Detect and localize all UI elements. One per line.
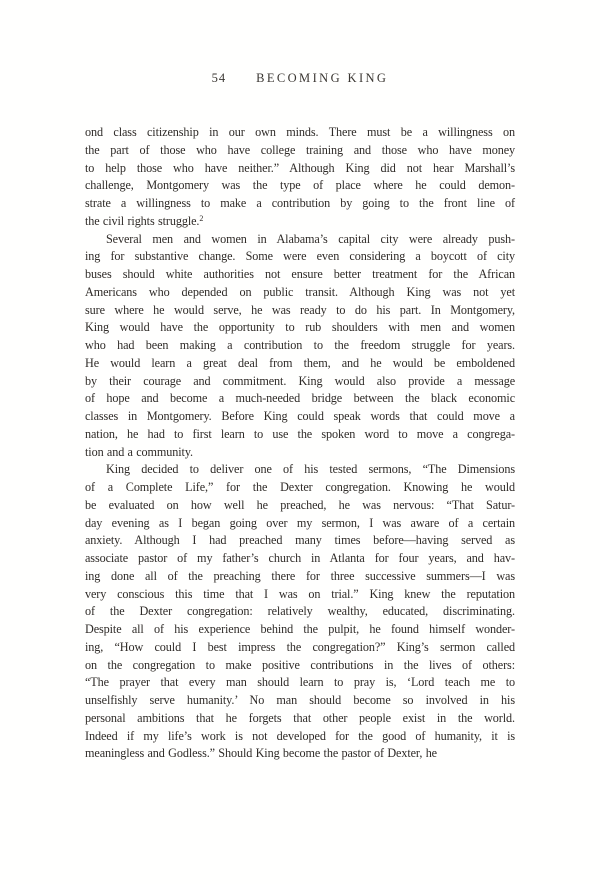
text-line: the civil rights struggle.$^2$ <box>85 213 204 228</box>
text-line: personal ambitions that he forgets that other people exist in the world. <box>85 710 515 725</box>
text-line: sure where he would serve, he was ready to do his part. In Montgomery, <box>85 302 515 317</box>
text-line: very conscious this time that I was on trial.” King knew the reputation <box>85 586 515 601</box>
text-line: buses should white authorities not ensure better treatment for the African <box>85 267 515 281</box>
text-line: ing done all of the preaching there for three successive summers—I was <box>85 568 515 583</box>
text-line: to help those who have neither.” Although King did not hear Marshall’s <box>85 160 515 175</box>
paragraph <box>85 124 515 231</box>
text-line: unselfishly serve humanity.’ No man should become so involved in his <box>85 693 515 707</box>
footnote-reference: 2 <box>199 213 204 223</box>
text-line: by their courage and commitment. King would also provide a message <box>85 373 515 388</box>
text-line: classes in Montgomery. Before King could speak words that could move a <box>85 409 515 423</box>
text-line: King would have the opportunity to rub shoulders with men and women <box>85 320 515 335</box>
page-number: 54 <box>211 71 227 85</box>
text-line: strate a willingness to make a contribution by going to the front line of <box>85 196 515 210</box>
text-line: day evening as I began going over my sermon, I was aware of a certain <box>85 515 515 530</box>
text-line: tion and a community. <box>85 444 193 459</box>
running-title: BECOMING KING <box>256 71 389 85</box>
page-header <box>0 71 600 86</box>
text-line: ond class citizenship in our own minds. There must be a willingness on <box>85 125 515 139</box>
text-line: Despite all of his experience behind the pulpit, he found himself wonder- <box>85 622 515 636</box>
text-line: anxiety. Although I had preached many times before—having served as <box>85 533 515 548</box>
text-line: associate pastor of my father’s church in Atlanta for four years, and hav- <box>85 551 515 565</box>
text-line: ing for substantive change. Some were even considering a boycott of city <box>85 249 515 264</box>
text-line: challenge, Montgomery was the type of place where he could demon- <box>85 178 515 193</box>
text-block <box>85 124 515 763</box>
text-line: be evaluated on how well he preached, he was nervous: “That Satur- <box>85 497 515 512</box>
paragraph <box>85 231 515 462</box>
text-line: Indeed if my life’s work is not developed for the good of humanity, it is <box>85 728 515 743</box>
text-line: nation, he had to first learn to use the spoken word to move a congrega- <box>85 426 515 441</box>
text-line: “The prayer that every man should learn to pray is, ‘Lord teach me to <box>85 675 515 690</box>
paragraph <box>85 461 515 763</box>
text-line: on the congregation to make positive contributions in the lives of others: <box>85 657 515 672</box>
text-line: ing, “How could I best impress the congregation?” King’s sermon called <box>85 639 515 654</box>
text-line: Several men and women in Alabama’s capital city were already push- <box>106 231 515 246</box>
text-line: of the Dexter congregation: relatively wealthy, educated, discriminating. <box>85 604 515 619</box>
text-line: the part of those who have college training and those who have money <box>85 142 515 157</box>
text-line: King decided to deliver one of his tested sermons, “The Dimensions <box>106 462 515 477</box>
text-line: He would learn a great deal from them, and he would be emboldened <box>85 355 515 370</box>
text-line: of a Complete Life,” for the Dexter congregation. Knowing he would <box>85 480 515 494</box>
text-line: who had been making a contribution to the freedom struggle for years. <box>85 338 515 352</box>
text-line: Americans who depended on public transit. Although King was not yet <box>85 284 515 299</box>
text-line: meaningless and Godless.” Should King become the pastor of Dexter, he <box>85 746 437 761</box>
text-line: of hope and become a much-needed bridge between the black economic <box>85 391 515 406</box>
